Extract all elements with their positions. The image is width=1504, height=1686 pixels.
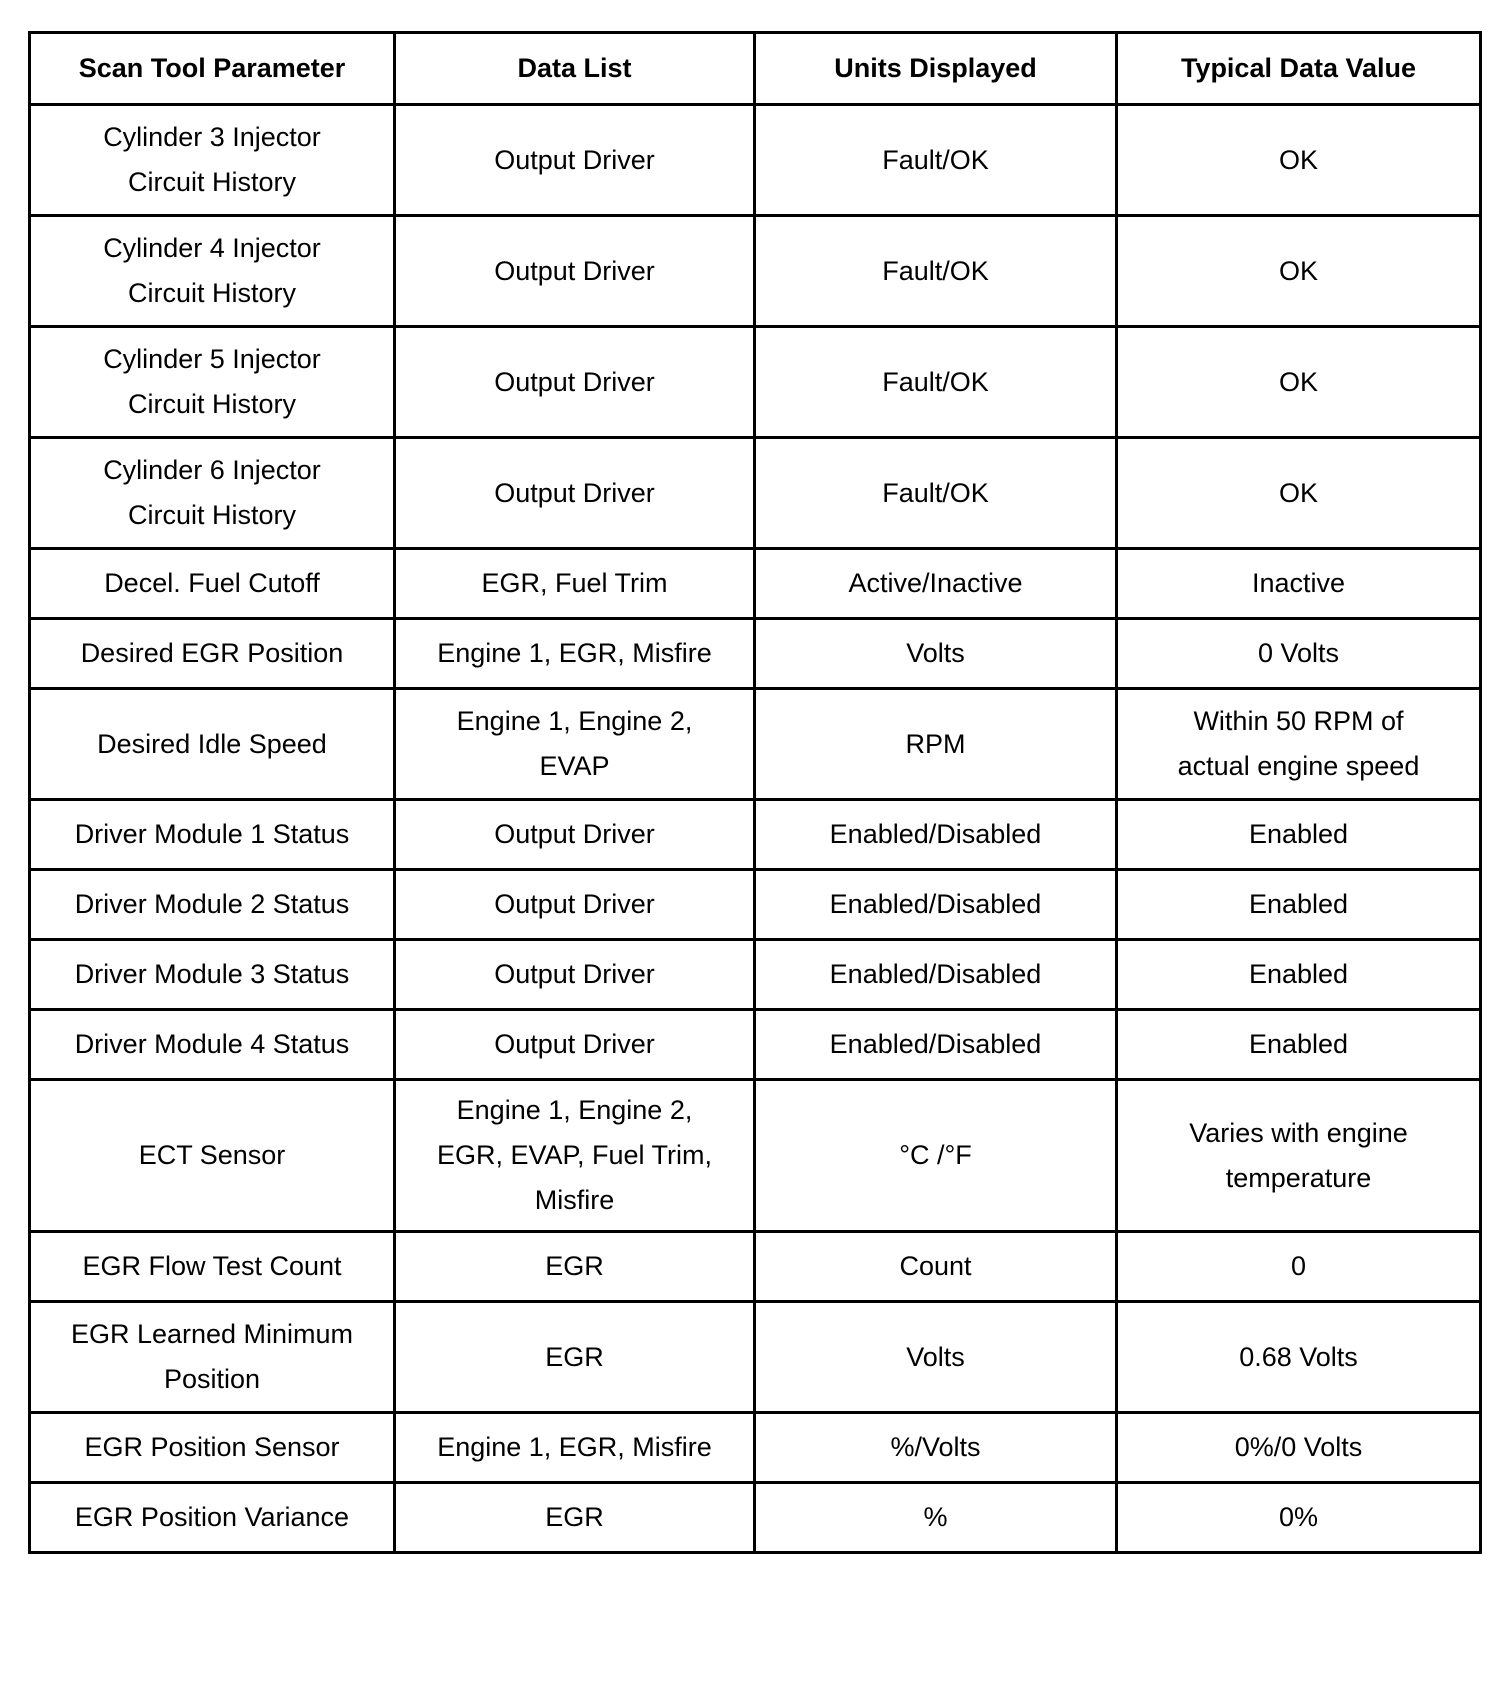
cell-scan-tool-parameter [30, 1302, 395, 1413]
cell-data-list [395, 105, 755, 216]
table-row [30, 1010, 1481, 1080]
cell-units-displayed [755, 870, 1117, 940]
cell-text-line: Output Driver [494, 1029, 655, 1059]
cell-text-line: RPM [905, 728, 966, 759]
cell-units-displayed [755, 940, 1117, 1010]
cell-text-line: Enabled/Disabled [829, 1029, 1042, 1059]
table-row [30, 549, 1481, 619]
cell-text-line: Circuit History [127, 167, 296, 197]
cell-text-line: Driver Module 1 Status [74, 819, 350, 849]
cell-text-line: OK [1278, 366, 1318, 397]
cell-data-list [395, 800, 755, 870]
cell-text-line: Output Driver [494, 366, 655, 397]
header-units-displayed: Units Displayed [755, 33, 1117, 105]
table-row [30, 1232, 1481, 1302]
cell-scan-tool-parameter [30, 549, 395, 619]
cell-text-line: Cylinder 6 Injector [103, 455, 321, 485]
header-scan-tool-parameter: Scan Tool Parameter [30, 33, 395, 105]
cell-text-line: Circuit History [127, 278, 296, 308]
cell-data-list [395, 327, 755, 438]
cell-units-displayed [755, 1080, 1117, 1232]
table-row [30, 216, 1481, 327]
cell-data-list [395, 1413, 755, 1483]
cell-text-line: EGR, EVAP, Fuel Trim, [436, 1140, 713, 1170]
cell-text-line: Engine 1, Engine 2, [456, 1095, 693, 1125]
cell-data-list [395, 940, 755, 1010]
cell-scan-tool-parameter [30, 1413, 395, 1483]
cell-typical-data-value [1117, 327, 1481, 438]
cell-text-line: Volts [906, 1341, 965, 1372]
header-row [30, 33, 1481, 105]
cell-scan-tool-parameter [30, 689, 395, 800]
cell-data-list [395, 549, 755, 619]
cell-typical-data-value [1117, 689, 1481, 800]
cell-scan-tool-parameter [30, 870, 395, 940]
cell-text-line: Circuit History [127, 500, 296, 530]
cell-text-line: EGR Learned Minimum [70, 1319, 354, 1349]
header-data-list: Data List [395, 33, 755, 105]
table-row [30, 800, 1481, 870]
cell-text-line: ECT Sensor [138, 1140, 286, 1170]
cell-text-line: Enabled [1248, 1029, 1349, 1059]
cell-data-list [395, 1302, 755, 1413]
cell-typical-data-value [1117, 940, 1481, 1010]
cell-text-line: Desired EGR Position [80, 638, 344, 668]
cell-text-line: OK [1278, 144, 1318, 175]
cell-typical-data-value [1117, 1413, 1481, 1483]
cell-text-line: Output Driver [494, 144, 655, 175]
cell-text-line: 0% [1278, 1502, 1319, 1532]
cell-text-line: Enabled [1248, 959, 1349, 989]
cell-scan-tool-parameter [30, 1010, 395, 1080]
cell-units-displayed [755, 1483, 1117, 1553]
cell-text-line: Desired Idle Speed [97, 728, 327, 759]
cell-units-displayed [755, 327, 1117, 438]
table-row [30, 1483, 1481, 1553]
cell-units-displayed [755, 800, 1117, 870]
cell-text-line: 0 [1290, 1251, 1307, 1281]
cell-text-line: 0 Volts [1257, 638, 1340, 668]
cell-typical-data-value [1117, 1483, 1481, 1553]
cell-text-line: Enabled/Disabled [829, 819, 1042, 849]
cell-units-displayed [755, 549, 1117, 619]
cell-text-line: Decel. Fuel Cutoff [104, 568, 320, 598]
cell-text-line: Count [899, 1251, 972, 1281]
cell-units-displayed [755, 1413, 1117, 1483]
table-row [30, 1080, 1481, 1232]
cell-data-list [395, 1232, 755, 1302]
cell-text-line: Circuit History [127, 389, 296, 419]
cell-text-line: °C /°F [899, 1140, 972, 1170]
cell-data-list [395, 619, 755, 689]
cell-text-line: 0.68 Volts [1239, 1341, 1358, 1372]
cell-scan-tool-parameter [30, 216, 395, 327]
cell-text-line: Fault/OK [882, 144, 989, 175]
scan-tool-data-table [28, 31, 1482, 1554]
cell-units-displayed [755, 619, 1117, 689]
cell-text-line: %/Volts [890, 1432, 981, 1462]
cell-text-line: Enabled/Disabled [829, 889, 1042, 919]
cell-scan-tool-parameter [30, 1080, 395, 1232]
cell-text-line: Varies with engine [1189, 1117, 1408, 1148]
table-row [30, 619, 1481, 689]
cell-typical-data-value [1117, 870, 1481, 940]
cell-text-line: Enabled/Disabled [829, 959, 1042, 989]
table-row [30, 438, 1481, 549]
cell-text-line: Misfire [534, 1185, 615, 1215]
cell-text-line: Output Driver [494, 477, 655, 508]
cell-text-line: actual engine speed [1177, 751, 1420, 781]
table-row [30, 940, 1481, 1010]
cell-text-line: Cylinder 3 Injector [103, 122, 321, 152]
cell-text-line: EGR Position Sensor [84, 1432, 340, 1462]
cell-text-line: Output Driver [494, 255, 655, 286]
cell-text-line: Within 50 RPM of [1193, 706, 1404, 736]
cell-data-list [395, 870, 755, 940]
cell-text-line: EVAP [539, 751, 610, 781]
table-row [30, 1302, 1481, 1413]
cell-typical-data-value [1117, 619, 1481, 689]
cell-text-line: Fault/OK [882, 477, 989, 508]
cell-typical-data-value [1117, 549, 1481, 619]
cell-text-line: Fault/OK [882, 255, 989, 286]
cell-text-line: Output Driver [494, 959, 655, 989]
cell-units-displayed [755, 438, 1117, 549]
cell-text-line: Inactive [1251, 568, 1346, 598]
cell-data-list [395, 1080, 755, 1232]
cell-text-line: temperature [1225, 1162, 1372, 1193]
table-body [30, 105, 1481, 1553]
cell-text-line: EGR Position Variance [74, 1502, 350, 1532]
cell-text-line: Output Driver [494, 819, 655, 849]
cell-data-list [395, 1483, 755, 1553]
cell-units-displayed [755, 1010, 1117, 1080]
cell-text-line: EGR, Fuel Trim [481, 568, 668, 598]
cell-text-line: Driver Module 2 Status [74, 889, 350, 919]
cell-text-line: 0%/0 Volts [1234, 1432, 1363, 1462]
cell-text-line: Enabled [1248, 889, 1349, 919]
cell-scan-tool-parameter [30, 105, 395, 216]
cell-text-line: EGR [545, 1341, 604, 1372]
cell-typical-data-value [1117, 1232, 1481, 1302]
cell-scan-tool-parameter [30, 327, 395, 438]
cell-typical-data-value [1117, 800, 1481, 870]
cell-typical-data-value [1117, 438, 1481, 549]
table-row [30, 689, 1481, 800]
cell-scan-tool-parameter [30, 619, 395, 689]
cell-units-displayed [755, 216, 1117, 327]
cell-typical-data-value [1117, 216, 1481, 327]
table-row [30, 327, 1481, 438]
cell-data-list [395, 689, 755, 800]
cell-scan-tool-parameter [30, 800, 395, 870]
cell-text-line: Volts [906, 638, 965, 668]
cell-scan-tool-parameter [30, 438, 395, 549]
cell-scan-tool-parameter [30, 1483, 395, 1553]
cell-scan-tool-parameter [30, 940, 395, 1010]
cell-scan-tool-parameter [30, 1232, 395, 1302]
cell-data-list [395, 438, 755, 549]
header-typical-data-value: Typical Data Value [1117, 33, 1481, 105]
cell-data-list [395, 216, 755, 327]
cell-units-displayed [755, 689, 1117, 800]
cell-typical-data-value [1117, 105, 1481, 216]
cell-text-line: Engine 1, EGR, Misfire [437, 1432, 712, 1462]
table-row [30, 105, 1481, 216]
cell-data-list [395, 1010, 755, 1080]
cell-text-line: Engine 1, Engine 2, [456, 706, 693, 736]
cell-text-line: Enabled [1248, 819, 1349, 849]
table-row [30, 870, 1481, 940]
cell-units-displayed [755, 1302, 1117, 1413]
cell-text-line: Fault/OK [882, 366, 989, 397]
cell-text-line: EGR Flow Test Count [82, 1251, 342, 1281]
cell-units-displayed [755, 105, 1117, 216]
cell-text-line: % [923, 1502, 948, 1532]
cell-text-line: Active/Inactive [848, 568, 1023, 598]
cell-typical-data-value [1117, 1080, 1481, 1232]
cell-typical-data-value [1117, 1010, 1481, 1080]
cell-text-line: Cylinder 5 Injector [103, 344, 321, 374]
cell-text-line: Position [163, 1364, 261, 1394]
cell-text-line: OK [1278, 477, 1318, 508]
cell-text-line: Output Driver [494, 889, 655, 919]
table-row [30, 1413, 1481, 1483]
cell-text-line: Cylinder 4 Injector [103, 233, 321, 263]
cell-text-line: EGR [545, 1251, 604, 1281]
cell-text-line: Engine 1, EGR, Misfire [437, 638, 712, 668]
cell-text-line: EGR [545, 1502, 604, 1532]
cell-text-line: OK [1278, 255, 1318, 286]
cell-units-displayed [755, 1232, 1117, 1302]
cell-text-line: Driver Module 3 Status [74, 959, 350, 989]
cell-text-line: Driver Module 4 Status [74, 1029, 350, 1059]
cell-typical-data-value [1117, 1302, 1481, 1413]
